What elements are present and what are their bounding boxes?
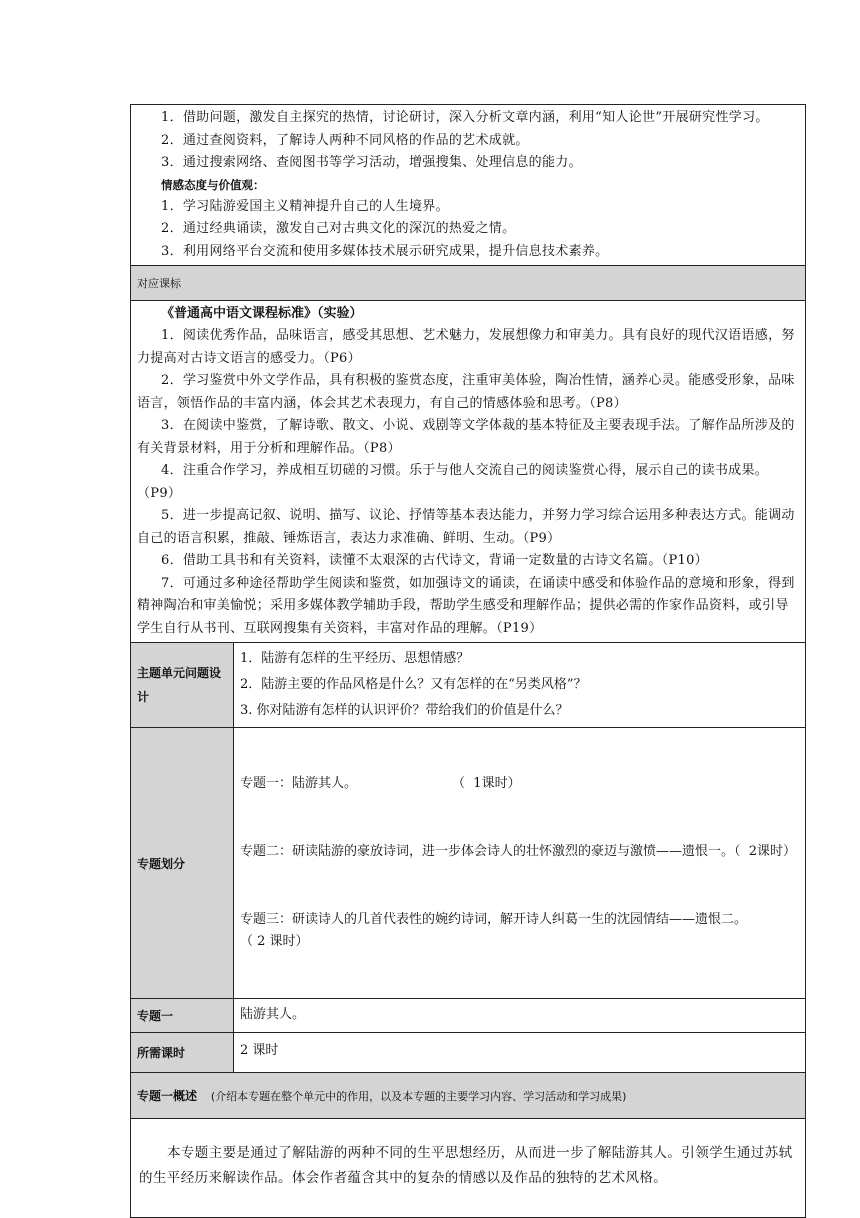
questions-cell bbox=[234, 643, 805, 727]
questions-label: 主题单元问题设计 bbox=[131, 643, 234, 727]
topic-one-label: 专题一 bbox=[131, 999, 234, 1032]
questions-row bbox=[131, 643, 805, 728]
topics-cell bbox=[234, 728, 805, 998]
process-item: 3．通过搜索网络、查阅图书等学习活动，增强搜集、处理信息的能力。 bbox=[161, 155, 582, 170]
hours-row bbox=[131, 1033, 805, 1073]
question-item: 3. 你对陆游有怎样的认识评价？带给我们的价值是什么？ bbox=[240, 703, 569, 718]
emotion-item: 1．学习陆游爱国主义精神提升自己的人生境界。 bbox=[161, 198, 449, 214]
process-item: 1．借助问题，激发自主探究的热情，讨论研讨，深入分析文章内涵，利用“知人论世”开展研究性学习。 bbox=[161, 110, 769, 125]
topic-one-value: 陆游其人。 bbox=[234, 999, 805, 1032]
topic-item: 专题二：研读陆游的豪放诗词，进一步体会诗人的壮怀激烈的豪迈与激愤——遗恨一。（ 2课时） bbox=[240, 844, 797, 859]
topic-one-row bbox=[131, 999, 805, 1033]
question-item: 2．陆游主要的作品风格是什么？又有怎样的在“另类风格”？ bbox=[240, 677, 587, 692]
overview-note: (介绍本专题在整个单元中的作用，以及本专题的主要学习内容、学习活动和学习成果) bbox=[210, 1090, 627, 1103]
question-item: 1．陆游有怎样的生平经历、思想情感？ bbox=[240, 651, 470, 666]
standard-item: 5．进一步提高记叙、说明、描写、议论、抒情等基本表达能力，并努力学习综合运用多种表达方式。能调动自己的语言积累，推敲、锤炼语言，表达力求准确、鲜明、生动。（P9） bbox=[137, 508, 795, 546]
overview-header-row bbox=[131, 1073, 805, 1119]
standard-item: 4．注重合作学习，养成相互切磋的习惯。乐于与他人交流自己的阅读鉴赏心得，展示自己的读书成果。（P9） bbox=[137, 463, 769, 501]
topic-item: 专题一：陆游其人。 （ 1课时） bbox=[240, 776, 521, 791]
overview-text: 本专题主要是通过了解陆游的两种不同的生平思想经历，从而进一步了解陆游其人。引领学生通过苏轼的生平经历来解读作品。体会作者蕴含其中的复杂的情感以及作品的独特的艺术风格。 bbox=[139, 1145, 793, 1186]
overview-header bbox=[131, 1073, 805, 1118]
standards-cell bbox=[131, 301, 805, 642]
process-item: 2．通过查阅资料，了解诗人两种不同风格的作品的艺术成就。 bbox=[161, 132, 529, 148]
objectives-cell bbox=[131, 105, 805, 265]
lesson-plan-table bbox=[130, 104, 806, 1218]
topics-label: 专题划分 bbox=[131, 728, 234, 998]
objectives-row bbox=[131, 105, 805, 266]
standard-item: 7．可通过多种途径帮助学生阅读和鉴赏，如加强诗文的诵读，在诵读中感受和体验作品的意境和形象，得到精神陶冶和审美愉悦；采用多媒体教学辅助手段，帮助学生感受和理解作品；提供必需的作家作品资料，或引导学生自行从书刊、互联网搜集有关资料，丰富对作品的理解。（P19） bbox=[137, 575, 795, 636]
overview-label: 专题一概述 bbox=[137, 1089, 198, 1103]
standard-item: 1．阅读优秀作品，品味语言，感受其思想、艺术魅力，发展想像力和审美力。具有良好的现代汉语语感，努力提高对古诗文语言的感受力。（P6） bbox=[137, 328, 795, 366]
hours-value: 2 课时 bbox=[234, 1033, 805, 1072]
standard-item: 2．学习鉴赏中外文学作品，具有积极的鉴赏态度，注重审美体验，陶冶性情，涵养心灵。能感受形象，品味语言，领悟作品的丰富内涵，体会其艺术表现力，有自己的情感体验和思考。（P8） bbox=[137, 373, 795, 411]
hours-label: 所需课时 bbox=[131, 1033, 234, 1072]
standard-item: 6．借助工具书和有关资料，读懂不太艰深的古代诗文，背诵一定数量的古诗文名篇。（P10） bbox=[161, 553, 708, 568]
standards-row bbox=[131, 301, 805, 643]
overview-cell bbox=[131, 1119, 805, 1217]
overview-row bbox=[131, 1119, 805, 1217]
standards-label: 对应课标 bbox=[137, 277, 181, 290]
emotion-heading: 情感态度与价值观： bbox=[161, 177, 265, 192]
standards-title: 《普通高中语文课程标准》（实验） bbox=[161, 306, 363, 321]
topic-item: 专题三：研读诗人的几首代表性的婉约诗词，解开诗人纠葛一生的沈园情结——遗恨二。 （ 2 课时） bbox=[240, 912, 789, 949]
standards-header-row bbox=[131, 266, 805, 301]
standard-item: 3．在阅读中鉴赏，了解诗歌、散文、小说、戏剧等文学体裁的基本特征及主要表现手法。了解作品所涉及的有关背景材料，用于分析和理解作品。（P8） bbox=[137, 418, 795, 456]
emotion-item: 2．通过经典诵读，激发自己对古典文化的深沉的热爱之情。 bbox=[161, 221, 516, 236]
emotion-item: 3．利用网络平台交流和使用多媒体技术展示研究成果，提升信息技术素养。 bbox=[161, 243, 609, 259]
topics-row bbox=[131, 728, 805, 999]
